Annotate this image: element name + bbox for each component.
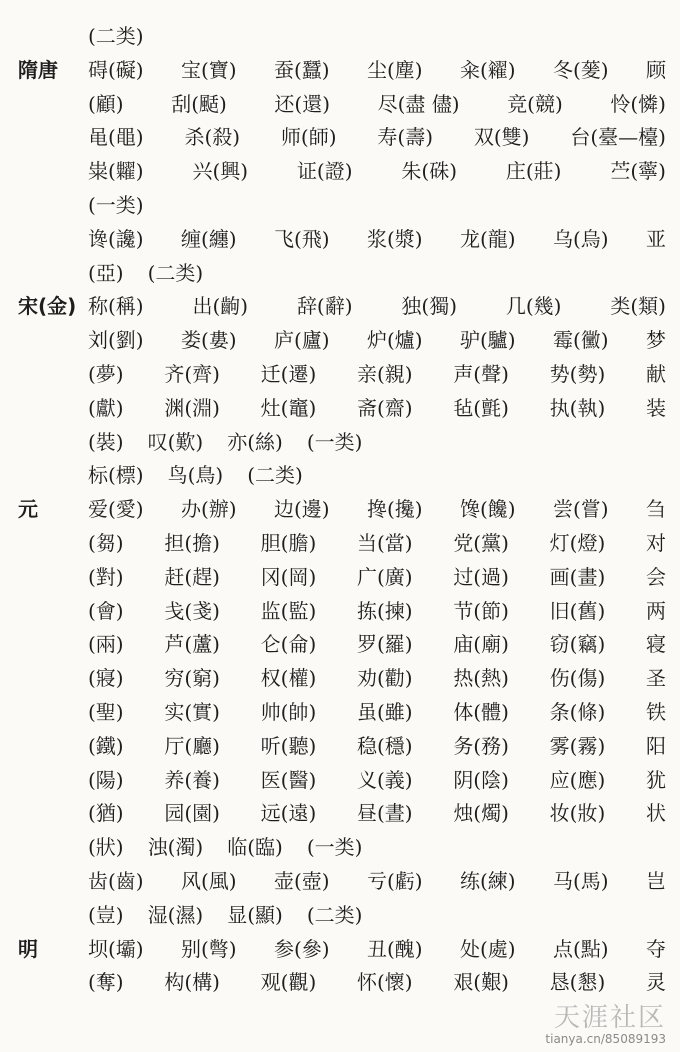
text-line	[88, 257, 666, 290]
character-entry: (夢)	[88, 362, 124, 386]
character-entry: 练(練)	[460, 869, 516, 893]
character-entry: 碍(礙)	[88, 57, 144, 82]
character-entry: 刮(颳)	[171, 91, 227, 116]
text-line	[88, 392, 666, 425]
character-entry: 师(師)	[280, 125, 337, 150]
character-entry: 昼(晝)	[356, 801, 413, 826]
character-entry: (聖)	[88, 700, 124, 724]
character-entry: 炉(爐)	[367, 328, 423, 353]
character-entry: 节(節)	[453, 598, 509, 623]
character-entry: 双(雙)	[473, 125, 530, 150]
character-entry: 当(當)	[356, 531, 413, 555]
character-entry: 冈(岡)	[260, 564, 317, 589]
character-entry: 劝(勸)	[356, 666, 413, 691]
character-entry: 蚕(蠶)	[274, 57, 330, 82]
character-entry: (兩)	[88, 632, 124, 657]
character-entry: 阴(陰)	[453, 767, 509, 792]
character-entry: 怜(憐)	[610, 91, 666, 116]
character-entry: 监(監)	[260, 598, 317, 623]
character-entry: 几(幾)	[505, 294, 562, 319]
character-entry: 虽(雖)	[356, 700, 413, 724]
character-entry: 过(過)	[453, 564, 509, 589]
text-line	[88, 155, 666, 188]
character-entry: 霉(黴)	[553, 328, 609, 353]
character-entry: (二类)	[88, 24, 144, 48]
character-entry: 党(黨)	[453, 531, 509, 555]
character-entry: 赶(趕)	[164, 564, 220, 589]
character-entry: 类(類)	[610, 294, 666, 319]
character-entry: 迁(遷)	[260, 362, 317, 386]
character-entry: 叹(歎)	[147, 429, 204, 454]
character-entry: 籴(糴)	[460, 57, 516, 82]
text-line	[88, 223, 666, 256]
character-entry: 尝(嘗)	[553, 497, 609, 522]
text-line	[88, 764, 666, 797]
text-line	[88, 966, 666, 999]
character-entry: 听(聽)	[260, 733, 317, 758]
character-entry: (一类)	[306, 429, 363, 454]
text-line	[88, 696, 666, 729]
character-entry: 亏(虧)	[367, 869, 423, 893]
character-entry: (猶)	[88, 801, 124, 826]
character-entry: (會)	[88, 598, 124, 623]
character-entry: 坝(壩)	[88, 936, 144, 961]
character-entry: 稳(穩)	[356, 733, 413, 758]
character-entry: 庄(莊)	[505, 159, 562, 184]
character-entry: 窃(竊)	[549, 632, 606, 657]
character-entry: 浆(漿)	[367, 226, 423, 251]
character-entry: 会	[645, 564, 666, 589]
text-line	[88, 459, 666, 492]
character-entry: 齐(齊)	[164, 362, 220, 386]
text-line	[88, 628, 666, 661]
character-entry: 宝(寶)	[181, 57, 237, 82]
character-entry: 馋(饞)	[460, 497, 516, 522]
character-entry: 穷(窮)	[164, 666, 220, 691]
text-line	[88, 20, 666, 53]
character-entry: 台(臺—檯)	[570, 125, 666, 150]
character-entry: 养(養)	[164, 767, 220, 792]
character-entry: 边(邊)	[274, 497, 330, 522]
character-entry: 乌(烏)	[553, 226, 609, 251]
character-entry: 别(彆)	[181, 936, 237, 961]
character-entry: 冬(蓌)	[553, 57, 609, 82]
character-entry: 丑(醜)	[367, 936, 423, 961]
character-entry: 条(條)	[549, 700, 606, 724]
text-line	[88, 899, 666, 932]
character-entry: 恳(懇)	[549, 970, 606, 995]
character-entry: 仑(侖)	[260, 632, 317, 657]
character-entry: 犹	[645, 767, 666, 792]
character-entry: 灵	[645, 970, 666, 995]
character-entry: 拣(揀)	[356, 598, 413, 623]
character-entry: 庙(廟)	[453, 632, 509, 657]
character-entry: 夺	[646, 936, 666, 961]
character-entry: 浊(濁)	[147, 835, 204, 860]
text-line	[88, 595, 666, 628]
watermark	[545, 1004, 666, 1046]
character-entry: 戋(戔)	[164, 598, 220, 623]
character-entry: 朱(硃)	[401, 159, 458, 184]
character-entry: 独(獨)	[401, 294, 458, 319]
character-entry: 还(還)	[274, 91, 331, 116]
era-label: 明	[18, 936, 38, 961]
character-entry: 应(應)	[549, 767, 606, 792]
character-entry: 灶(竈)	[260, 395, 317, 420]
character-entry: 渊(淵)	[164, 395, 220, 420]
character-entry: 灯(燈)	[549, 531, 606, 555]
text-line	[88, 730, 666, 763]
character-entry: 亲(親)	[356, 362, 413, 386]
era-label: 宋(金)	[18, 294, 77, 319]
character-entry: 广(廣)	[356, 564, 413, 589]
character-entry: 园(園)	[164, 801, 220, 826]
character-entry: (二类)	[247, 463, 303, 488]
character-entry: 对	[645, 531, 666, 555]
text-line	[88, 933, 666, 966]
text-line	[88, 865, 666, 898]
character-entry: 医(醫)	[260, 767, 317, 792]
character-entry: 实(實)	[164, 700, 220, 724]
character-entry: 亚	[646, 226, 666, 251]
text-line	[88, 54, 666, 87]
character-entry: 兴(興)	[192, 159, 249, 184]
character-entry: 搀(攙)	[367, 497, 423, 522]
character-entry: 雾(霧)	[549, 733, 606, 758]
character-entry: 杀(殺)	[184, 125, 241, 150]
character-entry: (一类)	[306, 835, 363, 860]
character-entry: (亞)	[88, 260, 124, 285]
text-line	[88, 662, 666, 695]
character-entry: 顾	[646, 57, 666, 82]
text-line	[88, 290, 666, 323]
character-entry: 壶(壺)	[274, 869, 330, 893]
character-entry: (狀)	[88, 835, 124, 860]
character-entry: 庐(廬)	[274, 328, 330, 353]
character-entry: 称(稱)	[88, 294, 144, 319]
character-entry: 妆(妝)	[549, 801, 606, 826]
character-entry: 装	[645, 395, 666, 420]
character-entry: (奪)	[88, 970, 124, 995]
character-entry: 马(馬)	[553, 869, 609, 893]
character-entry: 权(權)	[260, 666, 317, 691]
text-line	[88, 831, 666, 864]
character-entry: (鐵)	[88, 733, 124, 758]
character-entry: (寢)	[88, 666, 124, 691]
character-entry: 势(勢)	[549, 362, 606, 386]
text-line	[88, 121, 666, 154]
character-entry: 两	[645, 598, 666, 623]
character-entry: 刍	[646, 497, 666, 522]
character-entry: 处(處)	[460, 936, 516, 961]
watermark-title: 天涯社区	[553, 1003, 666, 1033]
character-entry: 斋(齋)	[356, 395, 413, 420]
character-entry: 娄(婁)	[181, 328, 237, 353]
character-entry: 画(畫)	[549, 564, 606, 589]
character-entry: 驴(驢)	[460, 328, 516, 353]
character-entry: 阳	[645, 733, 666, 758]
character-entry: 参(參)	[274, 936, 330, 961]
era-label: 隋唐	[18, 57, 58, 82]
character-entry: 献	[645, 362, 666, 386]
character-entry: 寝	[645, 632, 666, 657]
character-entry: 湿(濕)	[147, 902, 204, 927]
character-entry: 声(聲)	[453, 362, 509, 386]
character-entry: 毡(氈)	[453, 395, 509, 420]
character-entry: 刘(劉)	[88, 328, 144, 353]
character-entry: 谗(讒)	[88, 226, 144, 251]
character-entry: (二类)	[306, 902, 363, 927]
character-entry: 苎(薴)	[610, 159, 666, 184]
character-entry: 帅(帥)	[260, 700, 317, 724]
character-entry: 厅(廳)	[164, 733, 220, 758]
character-entry: 办(辦)	[181, 497, 237, 522]
character-entry: 旧(舊)	[549, 598, 606, 623]
character-entry: (陽)	[88, 767, 124, 792]
character-entry: (芻)	[88, 531, 124, 555]
character-entry: 鸟(鳥)	[167, 463, 224, 488]
character-entry: (顧)	[88, 91, 124, 116]
character-entry: 岂	[646, 869, 666, 893]
text-line	[88, 88, 666, 121]
character-entry: 临(臨)	[227, 835, 283, 860]
character-entry: 伤(傷)	[549, 666, 606, 691]
character-entry: 艰(艱)	[453, 970, 509, 995]
character-entry: 尽(盡 儘)	[377, 91, 460, 116]
text-line	[88, 324, 666, 357]
character-entry: 飞(飛)	[274, 226, 330, 251]
character-entry: 寿(壽)	[377, 125, 434, 150]
text-line	[88, 527, 666, 560]
watermark-url: tianya.cn/85089193	[545, 1032, 666, 1046]
character-entry: 辞(辭)	[296, 294, 353, 319]
character-entry: 罗(羅)	[356, 632, 413, 657]
character-entry: (二类)	[147, 260, 204, 285]
character-entry: 点(點)	[553, 936, 609, 961]
character-entry: 齿(齒)	[88, 869, 144, 893]
character-entry: 状	[645, 801, 666, 826]
text-line	[88, 189, 666, 222]
character-entry: 怀(懷)	[356, 970, 413, 995]
character-entry: 标(標)	[88, 463, 144, 488]
character-entry: 观(觀)	[260, 970, 317, 995]
text-line	[88, 561, 666, 594]
character-entry: (豈)	[88, 902, 124, 927]
character-entry: 圣	[645, 666, 666, 691]
character-entry: 显(顯)	[227, 902, 283, 927]
character-entry: 执(執)	[549, 395, 606, 420]
character-entry: 竞(競)	[507, 91, 563, 116]
character-entry: 尘(塵)	[367, 57, 423, 82]
character-entry: 梦	[646, 328, 666, 353]
character-entry: 热(熱)	[453, 666, 509, 691]
character-entry: (裝)	[88, 429, 124, 454]
character-entry: 务(務)	[453, 733, 509, 758]
character-entry: 芦(蘆)	[164, 632, 220, 657]
character-entry: 体(體)	[453, 700, 509, 724]
character-entry: 黾(黽)	[88, 125, 144, 150]
character-entry: 爱(愛)	[88, 497, 144, 522]
character-entry: 胆(膽)	[260, 531, 317, 555]
character-entry: (對)	[88, 564, 124, 589]
character-entry: 烛(燭)	[453, 801, 509, 826]
character-entry: 龙(龍)	[460, 226, 516, 251]
era-label: 元	[18, 497, 38, 522]
character-entry: 缠(纏)	[181, 226, 237, 251]
character-entry: 出(齣)	[192, 294, 249, 319]
text-line	[88, 426, 666, 459]
character-entry: 义(義)	[356, 767, 413, 792]
text-line	[88, 493, 666, 526]
character-entry: (一类)	[88, 193, 144, 217]
character-entry: 风(風)	[181, 869, 237, 893]
character-entry: 铁	[645, 700, 666, 724]
character-entry: 担(擔)	[164, 531, 220, 555]
text-line	[88, 358, 666, 391]
character-entry: 构(構)	[164, 970, 220, 995]
text-line	[88, 797, 666, 830]
character-entry: (獻)	[88, 395, 124, 420]
character-entry: 远(遠)	[260, 801, 317, 826]
character-entry: 粜(糶)	[88, 159, 144, 184]
character-entry: 证(證)	[296, 159, 353, 184]
character-entry: 亦(絲)	[227, 429, 283, 454]
